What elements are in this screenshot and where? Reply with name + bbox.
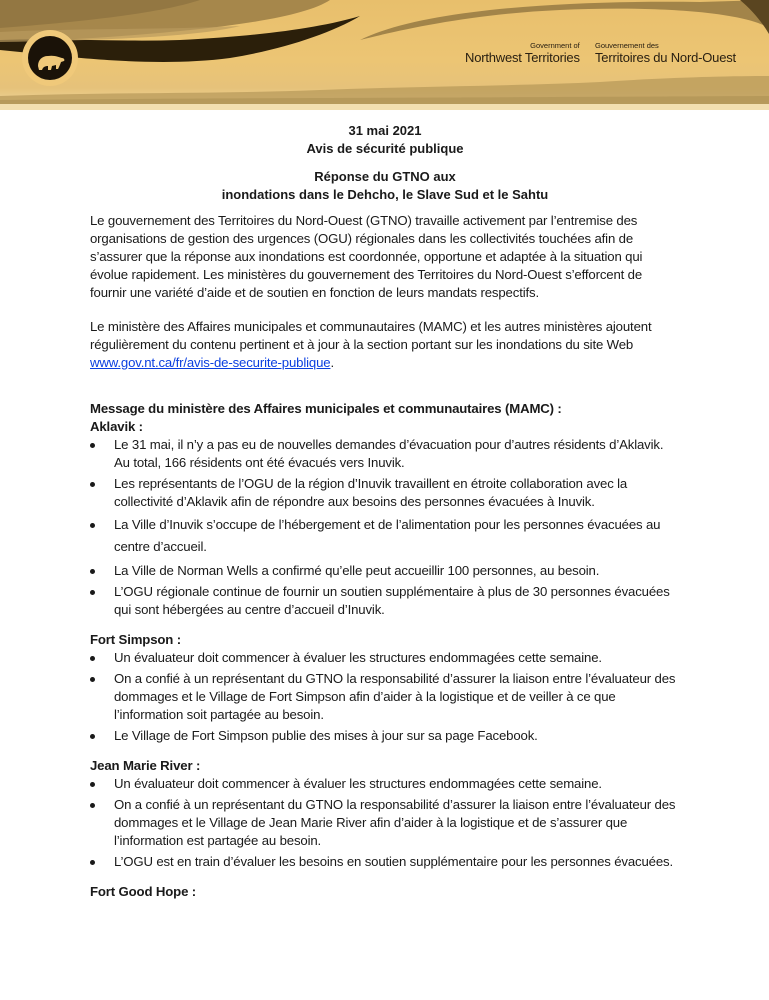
bullet-icon (90, 803, 95, 808)
fort-simpson-bullet-list (90, 649, 680, 745)
bullet-icon (90, 590, 95, 595)
bullet-icon (90, 656, 95, 661)
list-item: Le 31 mai, il n’y a pas eu de nouvelles demandes d’évacuation pour d’autres résidents d’Aklavik. Au total, 166 résidents ont été évacués vers Inuvik. (90, 436, 680, 472)
list-item: L’OGU est en train d’évaluer les besoins en soutien supplémentaire pour les personnes évacuées. (90, 853, 680, 871)
notice-date: 31 mai 2021 (348, 123, 422, 138)
list-item: On a confié à un représentant du GTNO la responsabilité d’assurer la liaison entre l’évaluateur des dommages et le Village de Jean Marie River afin d’aider à la logistique et de s’assurer que l’information est partagée au besoin. (90, 796, 680, 850)
bullet-icon (90, 523, 95, 528)
website-paragraph-suffix: . (330, 355, 334, 370)
list-item: Un évaluateur doit commencer à évaluer les structures endommagées cette semaine. (90, 649, 680, 667)
notice-title-line-1: Réponse du GTNO aux (314, 169, 456, 184)
bullet-icon (90, 782, 95, 787)
government-name-french (595, 41, 736, 65)
government-fr-name: Territoires du Nord-Ouest (595, 50, 736, 65)
website-paragraph (90, 318, 680, 372)
list-item: La Ville de Norman Wells a confirmé qu’elle peut accueillir 100 personnes, au besoin. (90, 562, 680, 580)
bullet-icon (90, 734, 95, 739)
notice-header (90, 122, 680, 204)
intro-paragraph: Le gouvernement des Territoires du Nord-Ouest (GTNO) travaille activement par l’entremise des organisations de gestion des urgences (OGU) régionales dans les collectivités touchées afin de s’assurer que la réponse aux inondations est coordonnée, opportune et adaptée à la situation qui évolue rapidement. Les ministères du gouvernement des Territoires du Nord-Ouest s’efforcent de fournir une variété d’aide et de soutien en fonction de leurs mandats respectifs. (90, 213, 643, 300)
jean-marie-river-bullet-list (90, 775, 680, 871)
list-item: La Ville d’Inuvik s’occupe de l’hébergement et de l’alimentation pour les personnes évacuées au centre d’accueil. (90, 514, 680, 558)
list-item: L’OGU régionale continue de fournir un soutien supplémentaire à plus de 30 personnes évacuées qui sont hébergées au centre d’accueil d’Inuvik. (90, 583, 680, 619)
polar-bear-logo-icon (28, 36, 72, 80)
gnwt-logo (22, 30, 78, 86)
community-title-fort-simpson: Fort Simpson : (90, 632, 181, 647)
government-en-name: Northwest Territories (465, 50, 580, 65)
bullet-icon (90, 482, 95, 487)
government-name-english (465, 41, 580, 65)
government-en-prefix: Government of (530, 41, 580, 50)
public-safety-link[interactable]: www.gov.nt.ca/fr/avis-de-securite-publique (90, 355, 331, 370)
mamc-section-title: Message du ministère des Affaires municipales et communautaires (MAMC) : (90, 401, 562, 416)
bullet-icon (90, 569, 95, 574)
bullet-icon (90, 677, 95, 682)
notice-type: Avis de sécurité publique (306, 141, 464, 156)
list-item: Un évaluateur doit commencer à évaluer les structures endommagées cette semaine. (90, 775, 680, 793)
list-item: On a confié à un représentant du GTNO la responsabilité d’assurer la liaison entre l’évaluateur des dommages et le Village de Fort Simpson afin d’aider à la logistique et de veiller à ce que l’information soit partagée au besoin. (90, 670, 680, 724)
community-title-fort-good-hope: Fort Good Hope : (90, 884, 197, 899)
community-title-jean-marie-river: Jean Marie River : (90, 758, 201, 773)
community-title-aklavik: Aklavik : (90, 419, 143, 434)
bullet-icon (90, 443, 95, 448)
bullet-icon (90, 860, 95, 865)
government-fr-prefix: Gouvernement des (595, 41, 659, 50)
document-body (90, 122, 680, 901)
notice-title-line-2: inondations dans le Dehcho, le Slave Sud et le Sahtu (221, 187, 549, 202)
website-paragraph-text: Le ministère des Affaires municipales et communautaires (MAMC) et les autres ministères ajoutent régulièrement du contenu pertinent et à jour à la section portant sur les inondations du site Web (90, 319, 652, 352)
header-banner (0, 0, 769, 110)
list-item: Les représentants de l’OGU de la région d’Inuvik travaillent en étroite collaboration avec la collectivité d’Aklavik afin de répondre aux besoins des personnes évacuées à Inuvik. (90, 475, 680, 511)
list-item: Le Village de Fort Simpson publie des mises à jour sur sa page Facebook. (90, 727, 680, 745)
aklavik-bullet-list (90, 436, 680, 619)
